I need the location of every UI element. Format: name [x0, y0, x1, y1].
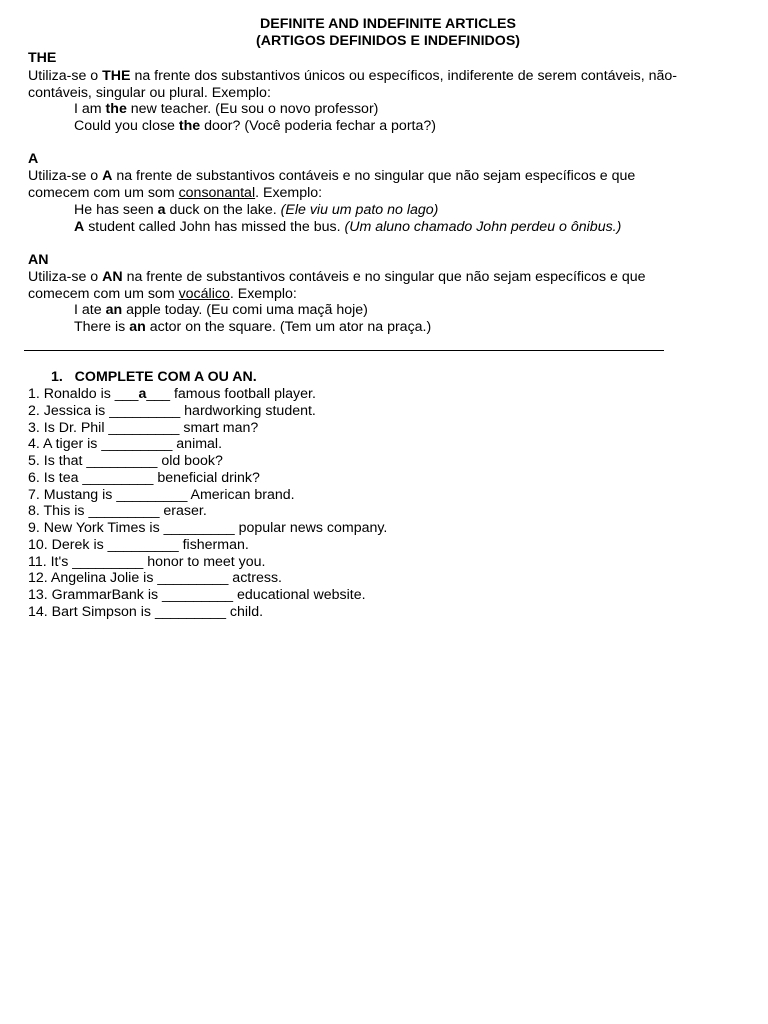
section-divider: [24, 350, 664, 351]
the-example-1: I am the new teacher. (Eu sou o novo professor): [74, 101, 379, 117]
section-heading-a: A: [28, 151, 39, 167]
a-example-2: A student called John has missed the bus. (Um aluno chamado John perdeu o ônibus.): [74, 219, 622, 235]
exercise-item: 3. Is Dr. Phil _________ smart man?: [28, 420, 259, 436]
a-paragraph-line2: comecem com um som consonantal. Exemplo:: [28, 185, 323, 201]
a-example-1: He has seen a duck on the lake. (Ele viu um pato no lago): [74, 202, 439, 218]
exercise-item: 1. Ronaldo is ___a___ famous football player.: [28, 386, 316, 402]
exercise-item: 8. This is _________ eraser.: [28, 503, 207, 519]
page-subtitle: (ARTIGOS DEFINIDOS E INDEFINIDOS): [255, 33, 521, 49]
an-example-1: I ate an apple today. (Eu comi uma maçã hoje): [74, 302, 368, 318]
the-example-2: Could you close the door? (Você poderia fechar a porta?): [74, 118, 436, 134]
the-paragraph-line1: Utiliza-se o THE na frente dos substantivos únicos ou específicos, indiferente de serem contáveis, não-: [28, 68, 678, 84]
an-paragraph-line1: Utiliza-se o AN na frente de substantivos contáveis e no singular que não sejam específicos e que: [28, 269, 646, 285]
exercise-item: 13. GrammarBank is _________ educational website.: [28, 587, 366, 603]
exercise-item: 2. Jessica is _________ hardworking student.: [28, 403, 316, 419]
a-paragraph-line1: Utiliza-se o A na frente de substantivos contáveis e no singular que não sejam específicos e que: [28, 168, 636, 184]
exercise-item: 11. It's _________ honor to meet you.: [28, 554, 266, 570]
section-heading-an: AN: [28, 252, 49, 268]
exercise-item: 5. Is that _________ old book?: [28, 453, 223, 469]
an-example-2: There is an actor on the square. (Tem um ator na praça.): [74, 319, 432, 335]
exercise-item: 12. Angelina Jolie is _________ actress.: [28, 570, 282, 586]
exercise-item: 4. A tiger is _________ animal.: [28, 436, 223, 452]
section-heading-the: THE: [28, 50, 57, 66]
exercise-item: 14. Bart Simpson is _________ child.: [28, 604, 264, 620]
page-title: DEFINITE AND INDEFINITE ARTICLES: [260, 16, 516, 32]
exercise-item: 10. Derek is _________ fisherman.: [28, 537, 249, 553]
exercise-item: 7. Mustang is _________ American brand.: [28, 487, 295, 503]
exercise-item: 6. Is tea _________ beneficial drink?: [28, 470, 260, 486]
exercise-item: 9. New York Times is _________ popular news company.: [28, 520, 388, 536]
the-paragraph-line2: contáveis, singular ou plural. Exemplo:: [28, 85, 271, 101]
an-paragraph-line2: comecem com um som vocálico. Exemplo:: [28, 286, 297, 302]
exercise-heading: 1. COMPLETE COM A OU AN.: [51, 369, 257, 385]
